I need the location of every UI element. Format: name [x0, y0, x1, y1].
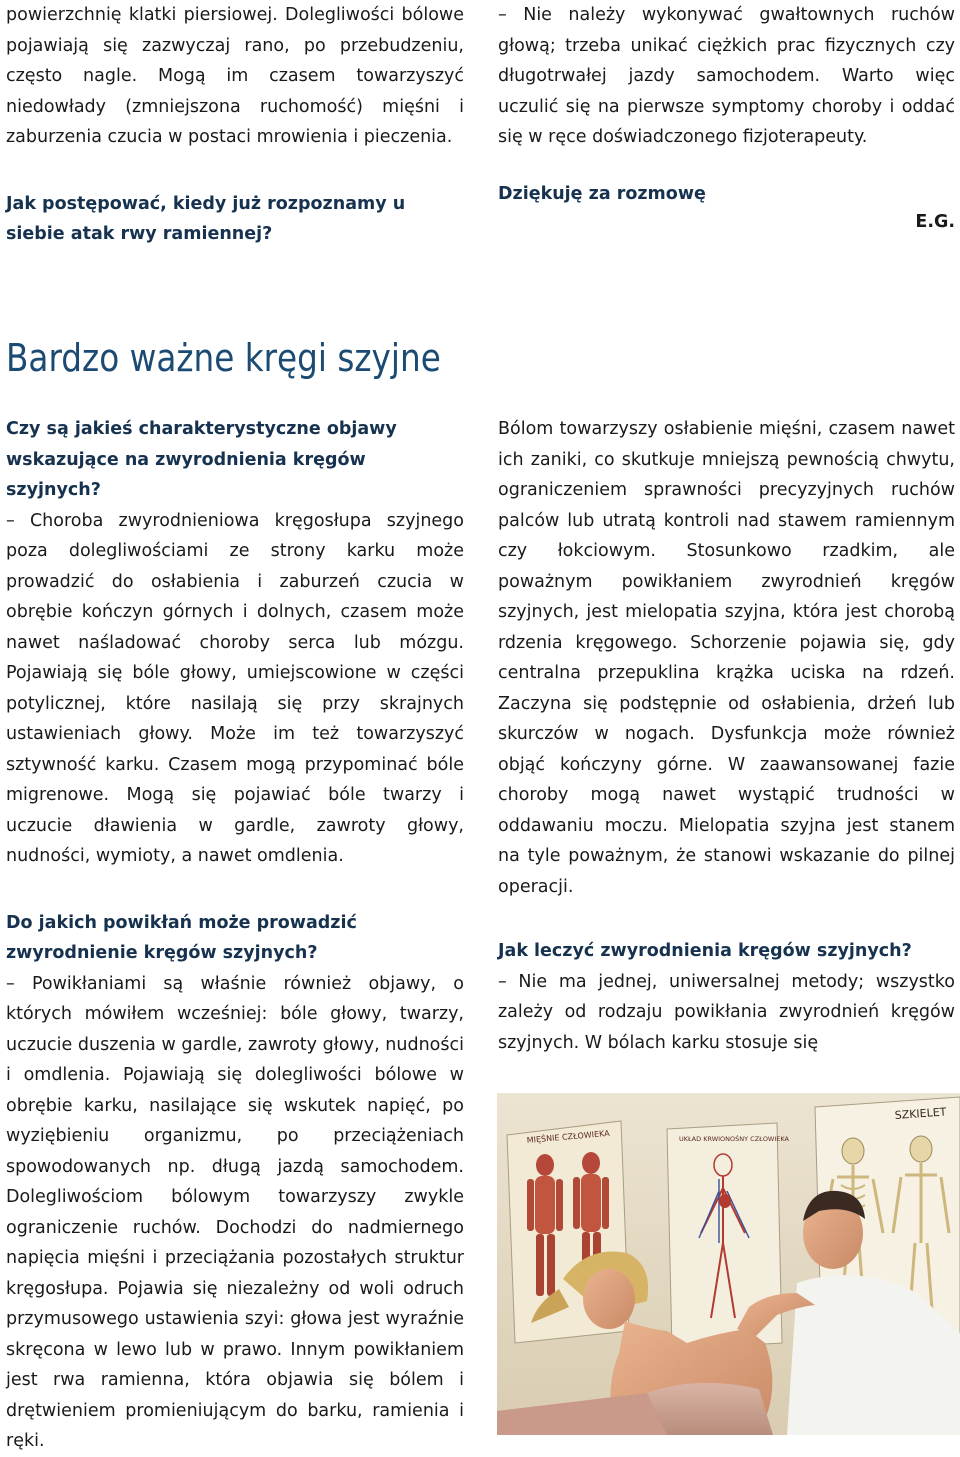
author-signature: E.G.: [915, 212, 955, 232]
question-treatment: Jak leczyć zwyrodnienia kręgów szyjnych?: [498, 941, 912, 961]
poster-circulatory-label: UKŁAD KRWIONOŚNY CZŁOWIEKA: [679, 1135, 789, 1143]
poster-muscles-label: MIĘŚNIE CZŁOWIEKA: [526, 1128, 610, 1145]
question-complications: Do jakich powikłań może prowadzić zwyrodnienie kręgów szyjnych?: [6, 912, 357, 963]
top-right-column: [498, 0, 955, 238]
top-left-paragraph: powierzchnię klatki piersiowej. Dolegliwości bólowe pojawiają się zazwyczaj rano, po przebudzeniu, często nagle. Mogą im czasem towarzyszyć niedowłady (zmniejszona ruchomość) mięśni i zaburzenia czucia w postaci mrowienia i pieczenia.: [6, 5, 464, 147]
top-left-question: Jak postępować, kiedy już rozpoznamy u siebie atak rwy ramiennej?: [6, 193, 406, 244]
closing-line: Dziękuję za rozmowę: [498, 183, 706, 204]
paragraph-myelopathy: Bólom towarzyszy osłabienie mięśni, czasem nawet ich zaniki, co skutkuje mniejszą pewnością chwytu, ograniczeniem sprawności precyzyjnych ruchów palców lub utratą kontroli nad stawem ramiennym czy łokciowym. Stosunkowo rzadkim, ale poważnym powikłaniem zwyrodnień kręgów szyjnych, jest mielopatia szyjna, która jest chorobą rdzenia kręgowego. Schorzenie pojawia się, gdy centralna przepuklina krążka uciska na rdzeń. Zaczyna się podstępnie od osłabienia, drżeń lub skurczów w nogach. Dysfunkcja może również objąć kończyny górne. W zaawansowanej fazie choroby mogą nawet wystąpić trudności w oddawaniu moczu. Mielopatia szyjna jest stanem na tyle poważnym, że stanowi wskazanie do pilnej operacji.: [498, 419, 955, 897]
question-symptoms: Czy są jakieś charakterystyczne objawy wskazujące na zwyrodnienia kręgów szyjnych?: [6, 419, 397, 500]
article-right-column: [498, 414, 955, 1058]
answer-treatment: – Nie ma jednej, uniwersalnej metody; wszystko zależy od rodzaju powikłania zwyrodnień kręgów szyjnych. W bólach karku stosuje się: [498, 971, 955, 1053]
physiotherapy-photo: [497, 1093, 960, 1435]
article-left-column: [6, 414, 464, 1457]
article-title: Bardzo ważne kręgi szyjne: [6, 336, 441, 380]
answer-symptoms: – Choroba zwyrodnieniowa kręgosłupa szyjnego poza dolegliwościami ze strony karku może prowadzić do osłabienia i zaburzeń czucia w obrębie kończyn górnych i dolnych, czasem może nawet naśladować choroby serca lub mózgu. Pojawiają się bóle głowy, umiejscowione w części potylicznej, które nasilają się przy skrajnych ustawieniach głowy. Może im też towarzyszyć sztywność karku. Czasem mogą przypominać bóle migrenowe. Mogą się pojawiać bóle twarzy i uczucie dławienia w gardle, zawroty głowy, nudności, wymioty, a nawet omdlenia.: [6, 510, 464, 866]
top-left-column: [6, 0, 464, 250]
top-right-paragraph: – Nie należy wykonywać gwałtownych ruchów głową; trzeba unikać ciężkich prac fizycznych czy długotrwałej jazdy samochodem. Warto więc uczulić się na pierwsze symptomy choroby i oddać się w ręce doświadczonego fizjoterapeuty.: [498, 5, 955, 147]
poster-skeleton-label: SZKIELET: [894, 1105, 947, 1122]
answer-complications: – Powikłaniami są właśnie również objawy, o których mówiłem wcześniej: bóle głowy, twarzy, uczucie duszenia w gardle, zawroty głowy, nudności i omdlenia. Pojawiają się dolegliwości bólowe w obrębie karku, nasilające się wskutek napięć, po wyziębieniu organizmu, po przeciążeniach spowodowanych np. długą jazdą samochodem. Dolegliwościom bólowym towarzyszy zwykle ograniczenie ruchów. Dochodzi do nadmiernego napięcia mięśni i przeciążania pozostałych struktur kręgosłupa. Pojawia się niezależny od woli odruch przymusowego ustawienia szyi: głowa jest wyraźnie skręcona w lewo lub w prawo. Innym powikłaniem jest rwa ramienna, która objawia się bólem i drętwieniem promieniującym do barku, ramienia i ręki.: [6, 973, 464, 1451]
